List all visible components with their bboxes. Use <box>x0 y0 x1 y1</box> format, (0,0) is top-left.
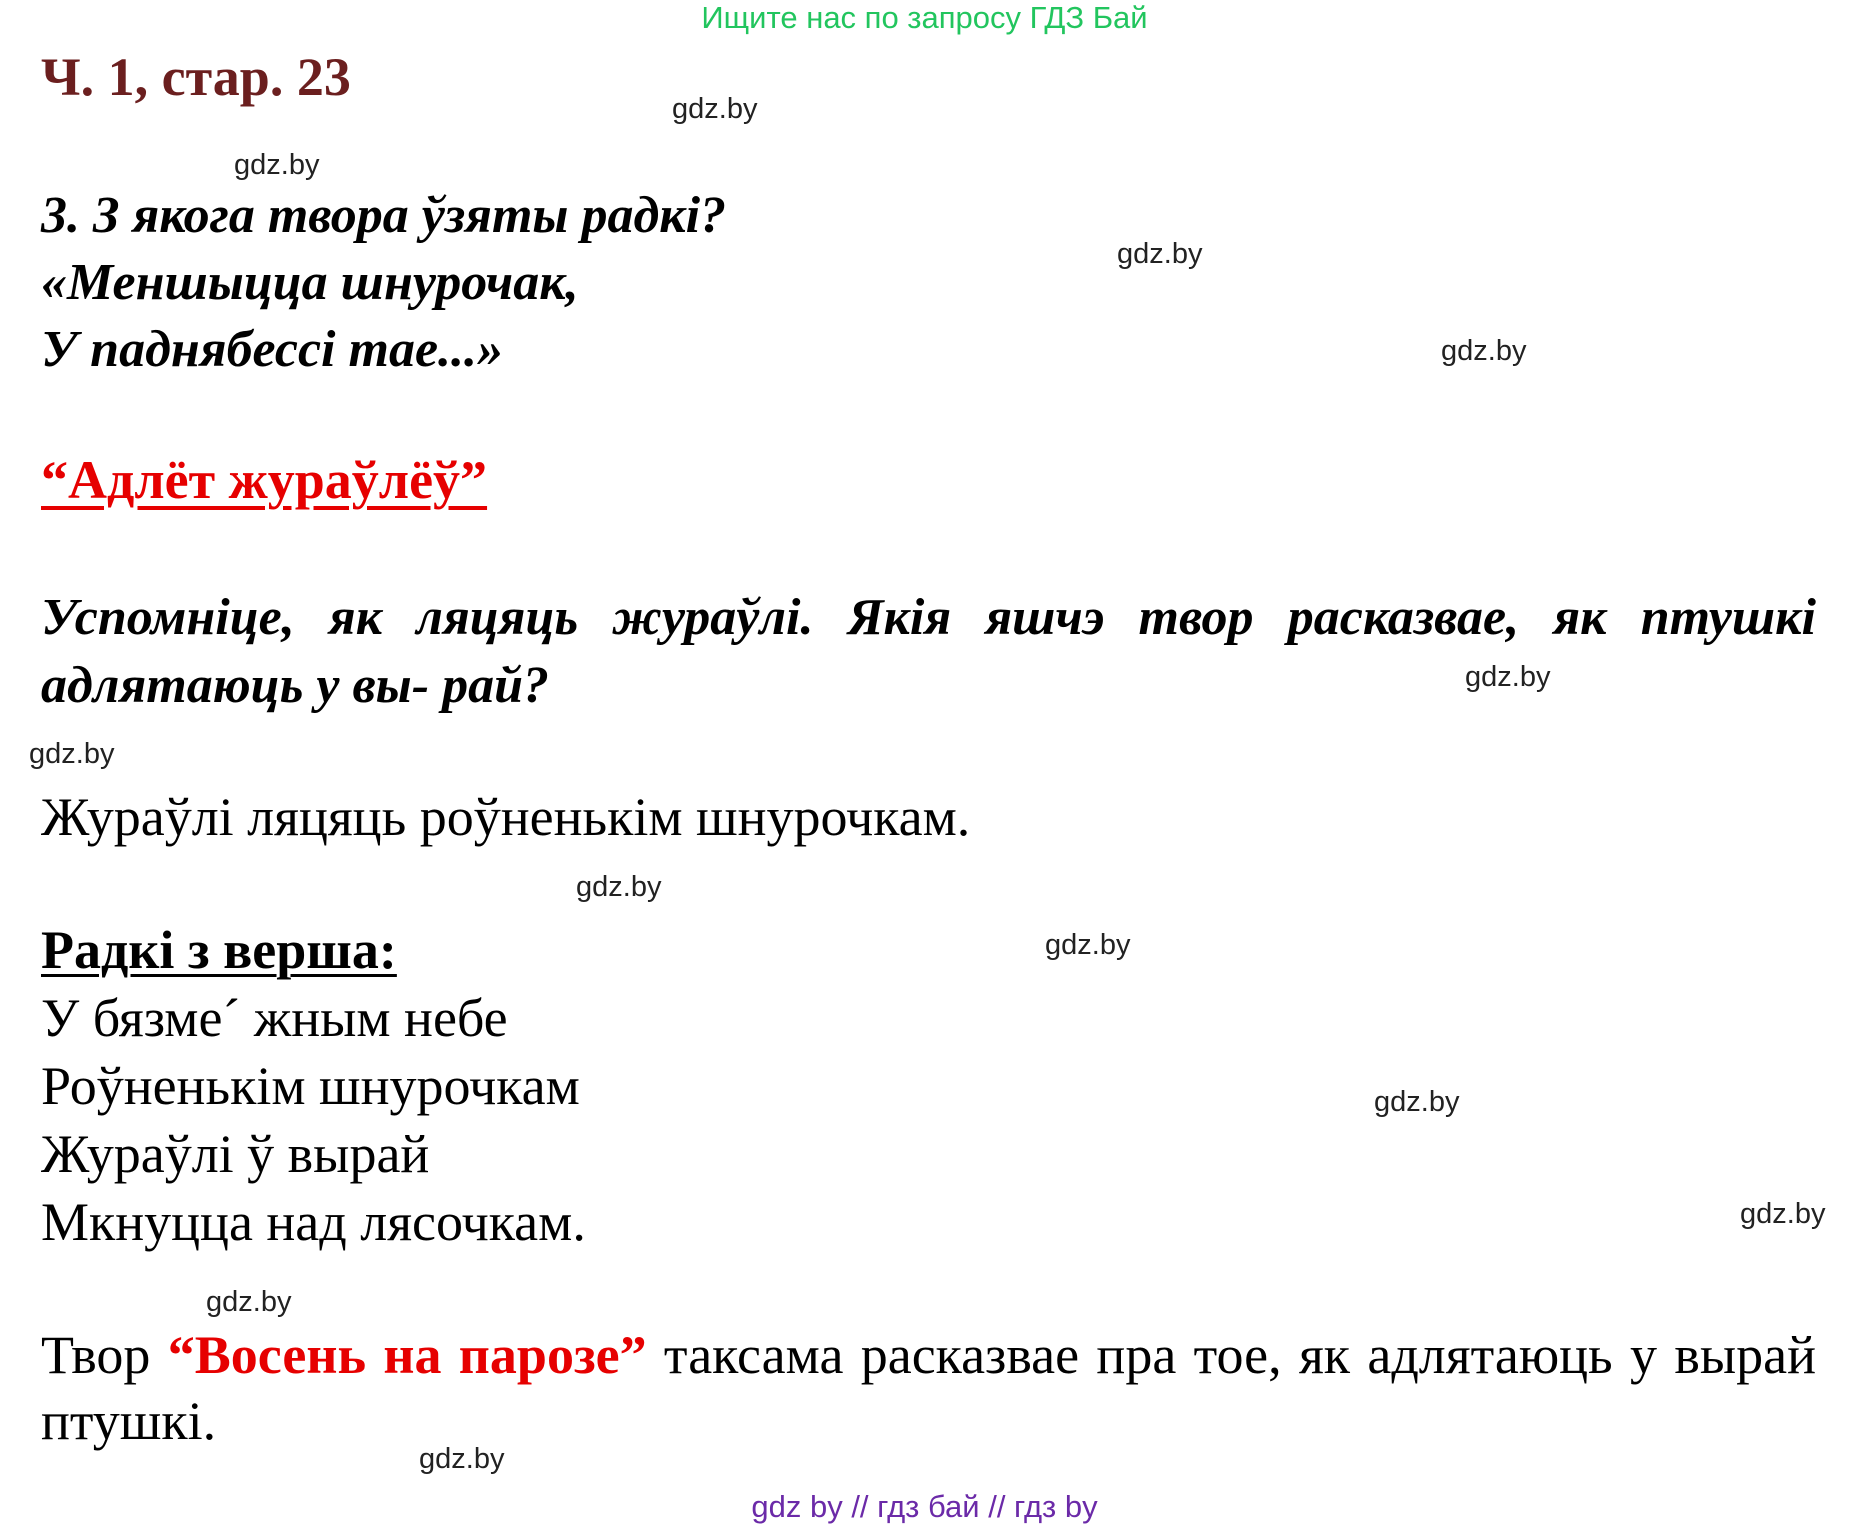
watermark: gdz.by <box>419 1443 505 1475</box>
verse-line: Роўненькім шнурочкам <box>41 1056 580 1116</box>
top-banner: Ищите нас по запросу ГДЗ Бай <box>701 0 1148 35</box>
answer-text: Жураўлі ляцяць роўненькім шнурочкам. <box>41 787 971 847</box>
final-text-before: Твор <box>41 1325 168 1385</box>
final-work-title: “Восень на парозе” <box>167 1325 647 1385</box>
question-line-1: 3. З якога твора ўзяты радкі? <box>41 187 727 244</box>
task-text: Успомніце, як ляцяць жураўлі. Якія яшчэ твор расказвае, як птушкі адлятаюць у вы- рай? <box>41 589 1816 714</box>
verse-line: У бязме´ жным небе <box>41 988 508 1048</box>
final-paragraph <box>41 1322 1816 1454</box>
watermark: gdz.by <box>1465 661 1551 693</box>
verse-line: Жураўлі ў вырай <box>41 1124 430 1184</box>
question-line-3: У паднябессі тае...» <box>41 321 504 378</box>
watermark: gdz.by <box>1045 929 1131 961</box>
footer-links: gdz by // гдз бай // гдз by <box>751 1489 1098 1524</box>
watermark: gdz.by <box>1117 238 1203 270</box>
final-text-after: таксама расказвае пра тое, як адлятаюць у вырай птушкі. <box>41 1325 1816 1451</box>
watermark: gdz.by <box>234 149 320 181</box>
watermark: gdz.by <box>1441 335 1527 367</box>
watermark: gdz.by <box>29 738 115 770</box>
watermark: gdz.by <box>672 93 758 125</box>
question-line-2: «Меншыцца шнурочак, <box>41 254 579 311</box>
watermark: gdz.by <box>206 1286 292 1318</box>
verse-heading: Радкі з верша: <box>41 920 397 980</box>
watermark: gdz.by <box>1740 1198 1826 1230</box>
page-title: Ч. 1, стар. 23 <box>41 47 351 107</box>
watermark: gdz.by <box>576 871 662 903</box>
story-title: “Адлёт жураўлёў” <box>41 450 488 510</box>
verse-line: Мкнуцца над лясочкам. <box>41 1192 586 1252</box>
watermark: gdz.by <box>1374 1086 1460 1118</box>
